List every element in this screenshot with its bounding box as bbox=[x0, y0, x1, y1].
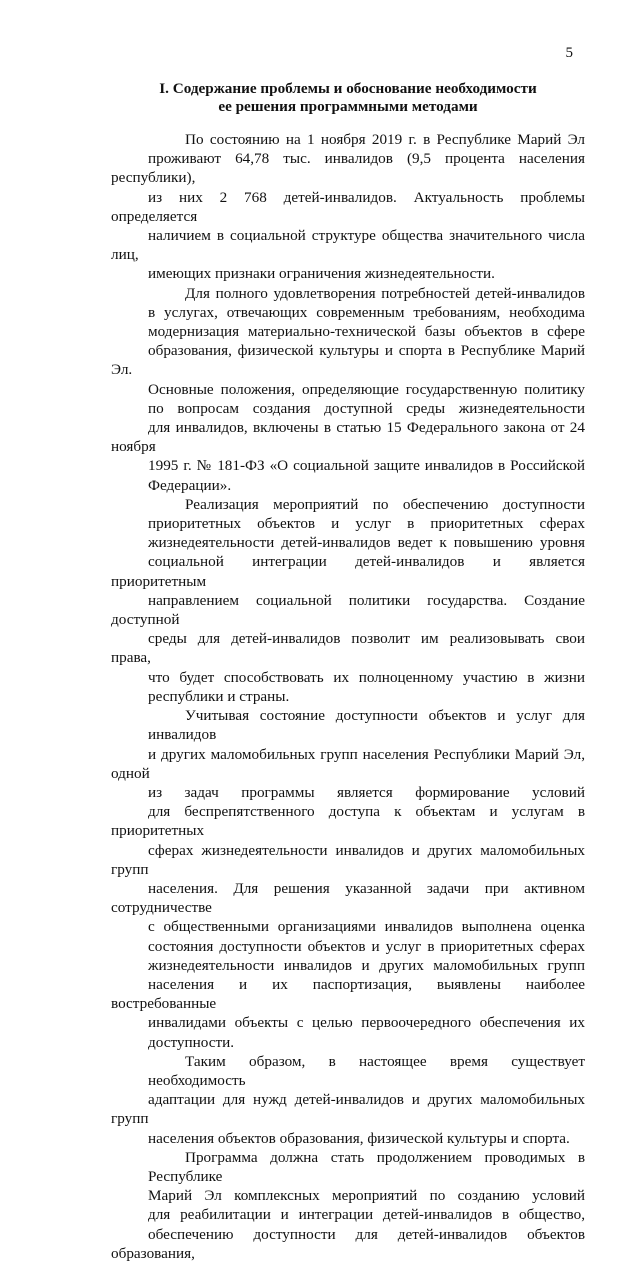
section-heading-line-1: I. Содержание проблемы и обоснование необходимости bbox=[159, 80, 537, 97]
paragraph-line: Учитывая состояние доступности объектов и услуг для инвалидов bbox=[148, 707, 585, 744]
paragraph-line: жизнедеятельности инвалидов и других маломобильных групп bbox=[148, 956, 585, 974]
paragraph bbox=[111, 1052, 585, 1148]
paragraphs bbox=[111, 130, 585, 1263]
paragraph-line: республики и страны. bbox=[148, 687, 290, 705]
paragraph bbox=[111, 1148, 585, 1263]
paragraph-line: населения и их паспортизация, выявлены наиболее востребованные bbox=[111, 975, 585, 1013]
paragraph-line: По состоянию на 1 ноября 2019 г. в Республике Марий Эл bbox=[185, 131, 585, 148]
paragraph-line: сферах жизнедеятельности инвалидов и других маломобильных групп bbox=[111, 841, 585, 878]
paragraph-line: для беспрепятственного доступа к объектам и услугам в приоритетных bbox=[111, 803, 585, 840]
paragraph-line: обеспечению доступности для детей-инвалидов объектов образования, bbox=[111, 1225, 585, 1262]
paragraph-line: адаптации для нужд детей-инвалидов и других маломобильных групп bbox=[111, 1091, 585, 1128]
paragraph-line: из них 2 768 детей-инвалидов. Актуальность проблемы определяется bbox=[111, 188, 585, 225]
paragraph-line: в услугах, отвечающих современным требованиям, необходима bbox=[148, 303, 585, 321]
paragraph bbox=[111, 284, 585, 495]
paragraph-line: состояния доступности объектов и услуг в приоритетных сферах bbox=[148, 937, 585, 955]
paragraph-line: и других маломобильных групп населения Республики Марий Эл, одной bbox=[111, 745, 585, 782]
paragraph bbox=[111, 495, 585, 706]
paragraph-line: населения объектов образования, физической культуры и спорта. bbox=[148, 1129, 570, 1147]
paragraph-line: имеющих признаки ограничения жизнедеятельности. bbox=[148, 265, 495, 283]
paragraph-line: с общественными организациями инвалидов выполнена оценка bbox=[148, 918, 585, 936]
paragraph-line: проживают 64,78 тыс. инвалидов (9,5 процента населения республики), bbox=[111, 150, 585, 187]
paragraph-line: Федерации». bbox=[148, 476, 232, 494]
paragraph-line: Программа должна стать продолжением проводимых в Республике bbox=[148, 1148, 585, 1185]
paragraph-line: из задач программы является формирование условий bbox=[148, 783, 585, 801]
paragraph-line: Для полного удовлетворения потребностей детей-инвалидов bbox=[185, 284, 585, 302]
paragraph-line: образования, физической культуры и спорта в Республике Марий Эл. bbox=[111, 342, 585, 379]
paragraph-line: доступности. bbox=[148, 1033, 235, 1051]
document-body bbox=[111, 80, 585, 1263]
paragraph-line: Таким образом, в настоящее время существует необходимость bbox=[148, 1052, 585, 1089]
page-number: 5 bbox=[565, 45, 573, 61]
paragraph-line: населения. Для решения указанной задачи при активном сотрудничестве bbox=[111, 879, 585, 917]
paragraph-line: направлением социальной политики государства. Создание доступной bbox=[111, 591, 585, 629]
paragraph-line: Основные положения, определяющие государственную политику bbox=[148, 380, 585, 398]
paragraph-line: Реализация мероприятий по обеспечению доступности bbox=[185, 495, 585, 513]
section-heading bbox=[111, 80, 585, 116]
paragraph-line: Марий Эл комплексных мероприятий по созданию условий bbox=[148, 1187, 585, 1205]
paragraph-line: среды для детей-инвалидов позволит им реализовывать свои права, bbox=[111, 630, 585, 667]
paragraph-line: жизнедеятельности детей-инвалидов ведет к повышению уровня bbox=[148, 534, 585, 552]
paragraph-line: для инвалидов, включены в статью 15 Федерального закона от 24 ноября bbox=[111, 419, 585, 456]
paragraph bbox=[111, 706, 585, 1052]
paragraph-line: по вопросам создания доступной среды жизнедеятельности bbox=[148, 399, 585, 417]
paragraph-line: наличием в социальной структуре общества значительного числа лиц, bbox=[111, 227, 585, 264]
paragraph-line: для реабилитации и интеграции детей-инвалидов в общество, bbox=[148, 1206, 585, 1224]
paragraph-line: модернизация материально-технической базы объектов в сфере bbox=[148, 323, 585, 341]
paragraph-line: 1995 г. № 181-ФЗ «О социальной защите инвалидов в Российской bbox=[148, 457, 585, 475]
paragraph-line: социальной интеграции детей-инвалидов и является приоритетным bbox=[111, 553, 585, 590]
paragraph-line: приоритетных объектов и услуг в приоритетных сферах bbox=[148, 515, 585, 533]
paragraph-line: инвалидами объекты с целью первоочередного обеспечения их bbox=[148, 1014, 585, 1032]
paragraph bbox=[111, 130, 585, 284]
section-heading-line-2: ее решения программными методами bbox=[218, 98, 478, 115]
paragraph-line: что будет способствовать их полноценному участию в жизни bbox=[148, 668, 585, 686]
